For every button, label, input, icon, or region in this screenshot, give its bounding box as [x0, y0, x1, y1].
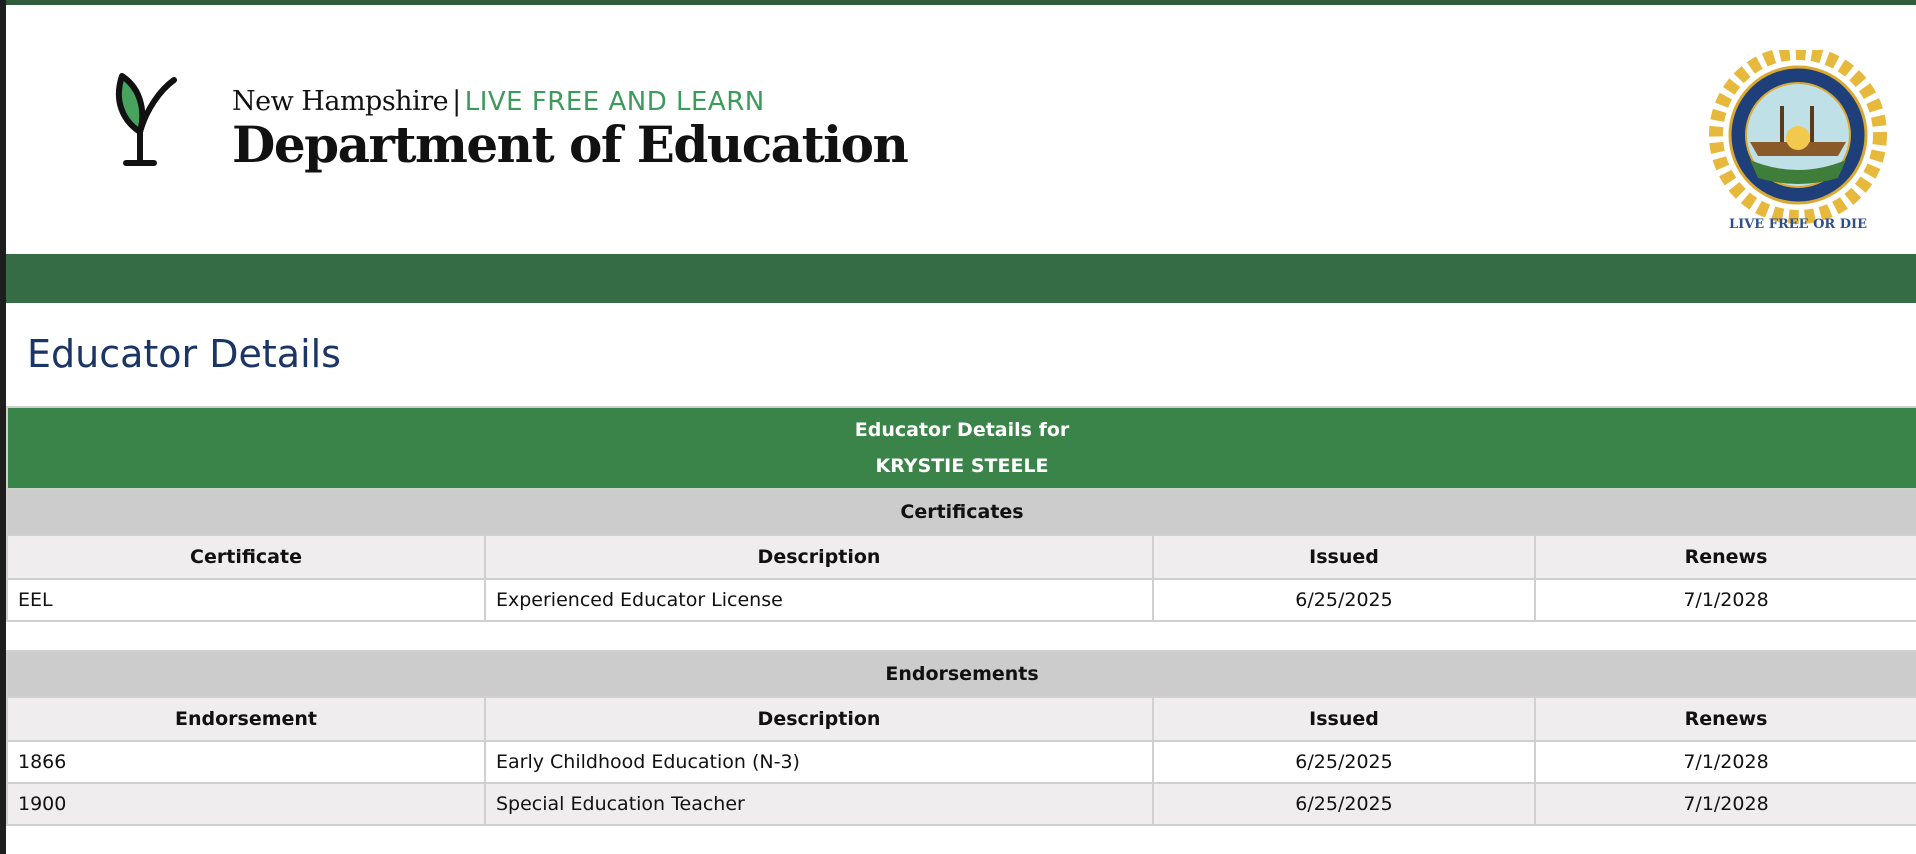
logo-tagline: LIVE FREE AND LEARN	[464, 87, 765, 117]
logo-department: Department of Education	[232, 115, 908, 174]
endorsement-issued: 6/25/2025	[1153, 783, 1535, 825]
column-header-issued: Issued	[1153, 535, 1535, 579]
endorsements-section-label: Endorsements	[7, 651, 1916, 697]
department-logo[interactable]: New Hampshire | LIVE FREE AND LEARN Department of Education	[232, 86, 908, 174]
table-row	[7, 741, 1916, 783]
endorsement-renews: 7/1/2028	[1535, 783, 1916, 825]
certificates-section-label: Certificates	[7, 489, 1916, 535]
column-header-description: Description	[485, 535, 1153, 579]
educator-heading: Educator Details for	[854, 419, 1070, 441]
seal-motto: LIVE FREE OR DIE	[1728, 217, 1868, 232]
educator-name: KRYSTIE STEELE	[875, 455, 1049, 477]
endorsement-code: 1900	[7, 783, 485, 825]
endorsements-table	[6, 650, 1916, 826]
certificate-code: EEL	[7, 579, 485, 621]
column-header-renews: Renews	[1535, 697, 1916, 741]
educator-header	[7, 407, 1916, 489]
column-header-endorsement: Endorsement	[7, 697, 485, 741]
endorsement-code: 1866	[7, 741, 485, 783]
nav-band	[6, 254, 1916, 303]
column-header-issued: Issued	[1153, 697, 1535, 741]
column-header-renews: Renews	[1535, 535, 1916, 579]
endorsement-issued: 6/25/2025	[1153, 741, 1535, 783]
logo-state: New Hampshire	[232, 86, 449, 117]
endorsement-renews: 7/1/2028	[1535, 741, 1916, 783]
certificate-description: Experienced Educator License	[485, 579, 1153, 621]
sprout-logo-icon[interactable]	[112, 70, 182, 174]
page-title: Educator Details	[27, 332, 341, 376]
certificate-renews: 7/1/2028	[1535, 579, 1916, 621]
state-seal-icon	[1698, 50, 1898, 239]
column-header-certificate: Certificate	[7, 535, 485, 579]
endorsement-description: Early Childhood Education (N-3)	[485, 741, 1153, 783]
endorsement-description: Special Education Teacher	[485, 783, 1153, 825]
table-row	[7, 579, 1916, 621]
table-row	[7, 783, 1916, 825]
column-header-description: Description	[485, 697, 1153, 741]
certificates-table	[6, 406, 1916, 622]
certificate-issued: 6/25/2025	[1153, 579, 1535, 621]
